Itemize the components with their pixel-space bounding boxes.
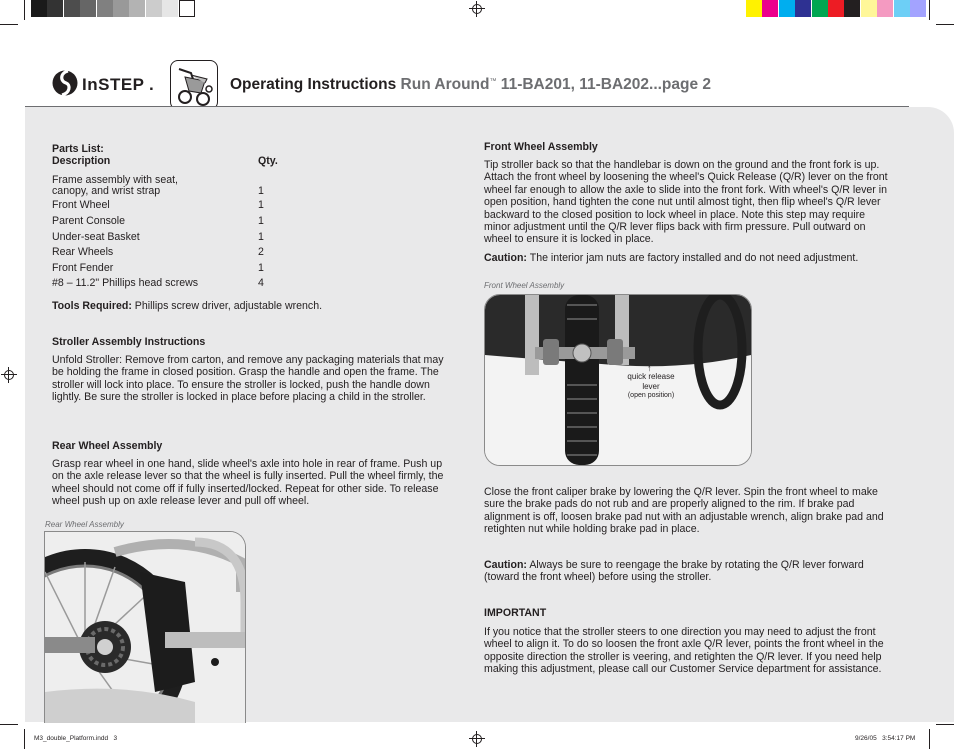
callout-arrow-icon: ↑ [647,363,652,373]
part-desc: Rear Wheels [52,246,114,258]
parts-row [52,215,292,227]
parts-row [52,231,292,243]
part-desc: Under-seat Basket [52,231,140,243]
brake-body: Close the front caliper brake by lowering the Q/R lever. Spin the front wheel to make sure the brake pads do not rub and are properly aligned to the rim. If brake pad alignment is off, loosen brake pad nut with an adjustable wrench, align brake pad and retighten nut while holding brake pad in place. [484,486,884,536]
quick-release-callout [614,372,688,401]
rear-wheel-body: Grasp rear wheel in one hand, slide wheel's axle into hole in rear of frame. Push up on the axle release lever so that the wheel is fully inserted. Pull the wheel firmly, the wheel should not come off if fully inserted/locked. Repeat for other side. To release wheel push up on axle release lever and pull off wheel. [52,458,444,508]
rear-wheel-caption: Rear Wheel Assembly [45,520,124,529]
part-qty: 1 [258,215,264,227]
page-title [230,76,711,94]
color-swatch [746,0,762,17]
front-wheel-caption: Front Wheel Assembly [484,281,565,290]
gray-swatch [47,0,63,17]
caution-text: The interior jam nuts are factory installed and do not need adjustment. [526,252,859,264]
crop-mark [936,724,954,725]
part-desc: Front Fender [52,262,114,274]
part-qty: 1 [258,185,264,197]
color-swatch [828,0,844,17]
part-desc: #8 – 11.2" Phillips head screws [52,277,199,289]
color-swatch [779,0,795,17]
parts-qty-header: Qty. [258,155,278,167]
stroller-icon [171,61,217,109]
title-model-page: 11-BA201, 11-BA202...page 2 [496,76,712,93]
stroller-assembly-body: Unfold Stroller: Remove from carton, and remove any packaging materials that may be holding the frame in closed position. Grasp the handle and open the frame. The stroller will lock into place. To ensure the stroller is locked, push the handle down lightly. Be sure the stroller is locked in place before placing a child in the stroller. [52,354,444,404]
color-swatch [795,0,811,17]
rear-wheel-heading: Rear Wheel Assembly [52,440,163,452]
registration-mark-bottom [469,731,485,747]
part-desc: Front Wheel [52,199,110,211]
parts-description-header: Description [52,155,111,167]
date-slug: 9/26/05 3:54:17 PM [855,735,916,742]
registration-mark-top [469,1,485,17]
tools-required [52,300,452,312]
gray-swatch [64,0,80,17]
gray-swatch [80,0,96,17]
crop-mark [24,729,25,749]
part-qty: 1 [258,231,264,243]
gray-swatch [179,0,195,17]
brand-name: InSTEP [82,75,145,94]
crop-mark [0,724,18,725]
crop-mark [929,0,930,20]
crop-mark [936,24,954,25]
callout-line-3: (open position) [627,392,675,399]
color-swatch [762,0,778,17]
parts-heading: Parts List: [52,143,104,155]
callout-line-1: quick release [627,372,675,381]
gray-swatch [97,0,113,17]
parts-row [52,277,292,289]
trademark-symbol: ™ [489,77,497,85]
color-swatch [877,0,893,17]
brand-period: . [149,75,154,94]
color-swatch [861,0,877,17]
title-product: Run Around [400,76,490,93]
gray-swatch [113,0,129,17]
instep-logo [52,67,162,101]
part-qty: 4 [258,277,264,289]
important-body: If you notice that the stroller steers to one direction you may need to adjust the front wheel to align it. To do so loosen the front axle Q/R lever, points the front wheel in the opposite direction the stroller is veering, and retighten the Q/R lever. If you need help making this adjustment, please call our Customer Service department for assistance. [484,626,884,676]
rear-wheel-illustration [45,532,245,723]
caution-text: Always be sure to reengage the brake by rotating the Q/R lever forward (toward the front wheel) before using the stroller. [484,559,864,584]
gray-swatch [31,0,47,17]
tools-text: Phillips screw driver, adjustable wrench. [131,300,323,312]
important-heading: IMPORTANT [484,607,547,619]
brake-caution [484,559,890,584]
instep-swirl-icon [52,67,78,99]
part-desc: canopy, and wrist strap [52,185,161,197]
part-qty: 1 [258,262,264,274]
crop-mark [0,24,18,25]
part-desc: Parent Console [52,215,126,227]
parts-row [52,246,292,258]
crop-mark [24,0,25,20]
parts-list [52,143,312,293]
stroller-product-icon [170,60,218,110]
parts-row [52,185,292,197]
crop-mark [929,729,930,749]
front-wheel-heading: Front Wheel Assembly [484,141,598,153]
parts-row [52,199,292,211]
gray-swatch [146,0,162,17]
caution-label: Caution: [484,252,527,264]
tools-label: Tools Required: [52,300,132,312]
part-qty: 1 [258,199,264,211]
color-swatch [844,0,860,17]
panel-divider [25,106,909,107]
rear-wheel-photo [44,531,246,723]
gray-swatch [129,0,145,17]
stroller-assembly-heading: Stroller Assembly Instructions [52,336,206,348]
title-bold: Operating Instructions [230,76,397,93]
part-desc: Frame assembly with seat, [52,174,178,186]
front-wheel-caution [484,252,890,264]
parts-row [52,262,292,274]
front-wheel-body: Tip stroller back so that the handlebar is down on the ground and the front fork is up. Attach the front wheel by loosening the wheel's Quick Release (Q/R) lever on the front wheel far enough to allow the axle to slide into the front fork. With wheel's Q/R lever in open position, hand tighten the cone nut until almost tight, then flip wheel's Q/R lever backward to the closed position to lock wheel in place. Note this step may require minor adjustment until the Q/R lever flips back with firm pressure. Pull outward on wheel to ensure it is locked in place. [484,159,888,246]
color-swatch [812,0,828,17]
callout-line-2: lever [642,381,660,391]
color-swatch [910,0,926,17]
caution-label: Caution: [484,559,527,571]
file-slug: M3_double_Platform.indd 3 [34,735,118,742]
color-swatch [894,0,910,17]
registration-mark-left [1,367,17,383]
gray-swatch [162,0,178,17]
part-qty: 2 [258,246,264,258]
